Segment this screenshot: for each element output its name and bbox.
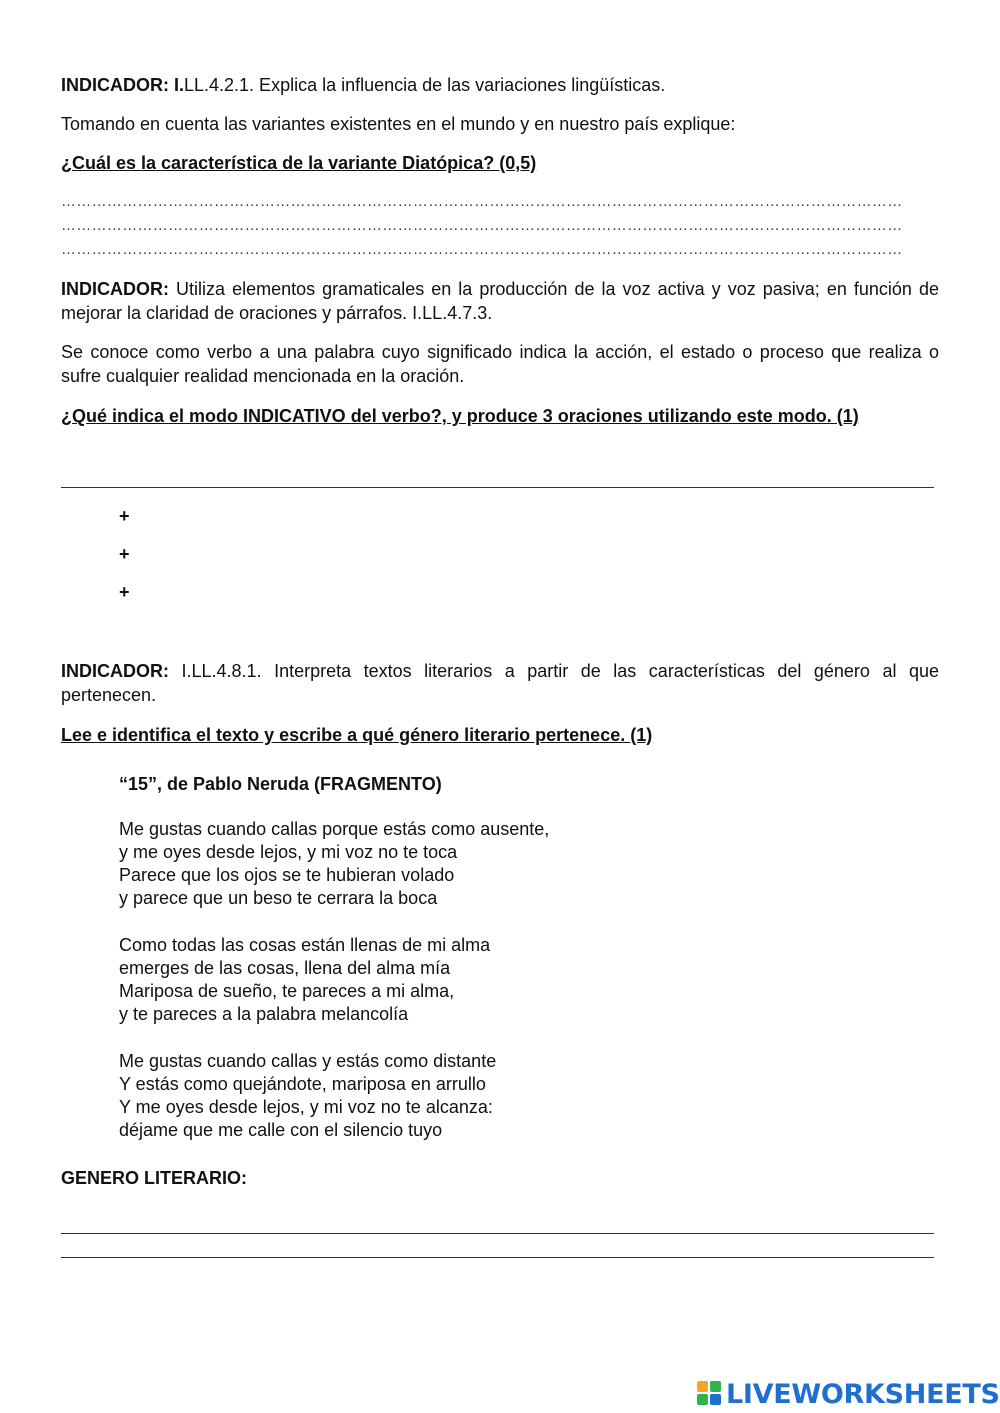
indicator-2-text: Utiliza elementos gramaticales en la producción de la voz activa y voz pasiva; en función de mejorar la claridad de oraciones y párrafos. I.LL.4.7.3. xyxy=(61,279,939,323)
indicator-3-text: I.LL.4.8.1. Interpreta textos literarios a partir de las características del género al que pertenecen. xyxy=(61,661,939,705)
poem-stanza-1 xyxy=(119,818,549,910)
indicator-2 xyxy=(61,277,939,325)
question-1: ¿Cuál es la característica de la variante Diatópica? (0,5) xyxy=(61,153,537,173)
poem-line: Y estás como quejándote, mariposa en arrullo xyxy=(119,1074,486,1094)
indicator-1-text: LL.4.2.1. Explica la influencia de las variaciones lingüísticas. xyxy=(184,75,666,95)
indicator-1 xyxy=(61,73,665,97)
poem-line: Como todas las cosas están llenas de mi alma xyxy=(119,935,491,955)
genre-answer-line-2[interactable] xyxy=(61,1257,934,1258)
poem-line: Y me oyes desde lejos, y mi voz no te alcanza: xyxy=(119,1097,493,1117)
indicator-3 xyxy=(61,659,939,707)
bullet-2: + xyxy=(119,544,130,564)
answer-line-3[interactable]: ………………………………………………………………………………………………………………………………………………… xyxy=(61,241,903,258)
intro-text: Tomando en cuenta las variantes existentes en el mundo y en nuestro país explique: xyxy=(61,114,736,134)
liveworksheets-logo-text: LIVEWORKSHEETS xyxy=(726,1378,1000,1410)
indicator-1-label: INDICADOR: I. xyxy=(61,75,184,95)
poem-line: Me gustas cuando callas porque estás como ausente, xyxy=(119,819,550,839)
genre-label: GENERO LITERARIO: xyxy=(61,1168,248,1188)
poem-stanza-3 xyxy=(119,1050,496,1142)
genre-answer-line-1[interactable] xyxy=(61,1233,934,1234)
question-2: ¿Qué indica el modo INDICATIVO del verbo?, y produce 3 oraciones utilizando este modo. (1) xyxy=(61,406,859,426)
indicator-3-label: INDICADOR: xyxy=(61,661,169,681)
liveworksheets-logo xyxy=(697,1378,1000,1410)
poem-line: emerges de las cosas, llena del alma mía xyxy=(119,958,451,978)
poem-line: déjame que me calle con el silencio tuyo xyxy=(119,1120,443,1140)
poem-stanza-2 xyxy=(119,934,490,1026)
poem-line: Me gustas cuando callas y estás como distante xyxy=(119,1051,497,1071)
question-3: Lee e identifica el texto y escribe a qué género literario pertenece. (1) xyxy=(61,725,653,745)
poem-title: “15”, de Pablo Neruda (FRAGMENTO) xyxy=(119,774,442,794)
liveworksheets-logo-icon xyxy=(697,1381,723,1407)
answer-line-1[interactable]: ………………………………………………………………………………………………………………………………………………… xyxy=(61,193,903,210)
bullet-1: + xyxy=(119,506,130,526)
indicator-2-label: INDICADOR: xyxy=(61,279,169,299)
poem-line: y te pareces a la palabra melancolía xyxy=(119,1004,409,1024)
poem-line: y parece que un beso te cerrara la boca xyxy=(119,888,438,908)
poem-line: y me oyes desde lejos, y mi voz no te toca xyxy=(119,842,458,862)
bullet-3: + xyxy=(119,582,130,602)
answer-line-question-2[interactable] xyxy=(61,487,934,488)
poem-line: Mariposa de sueño, te pareces a mi alma, xyxy=(119,981,455,1001)
verb-definition: Se conoce como verbo a una palabra cuyo significado indica la acción, el estado o proceso que realiza o sufre cualquier realidad mencionada en la oración. xyxy=(61,342,939,386)
answer-line-2[interactable]: ………………………………………………………………………………………………………………………………………………… xyxy=(61,217,903,234)
poem-line: Parece que los ojos se te hubieran volado xyxy=(119,865,455,885)
